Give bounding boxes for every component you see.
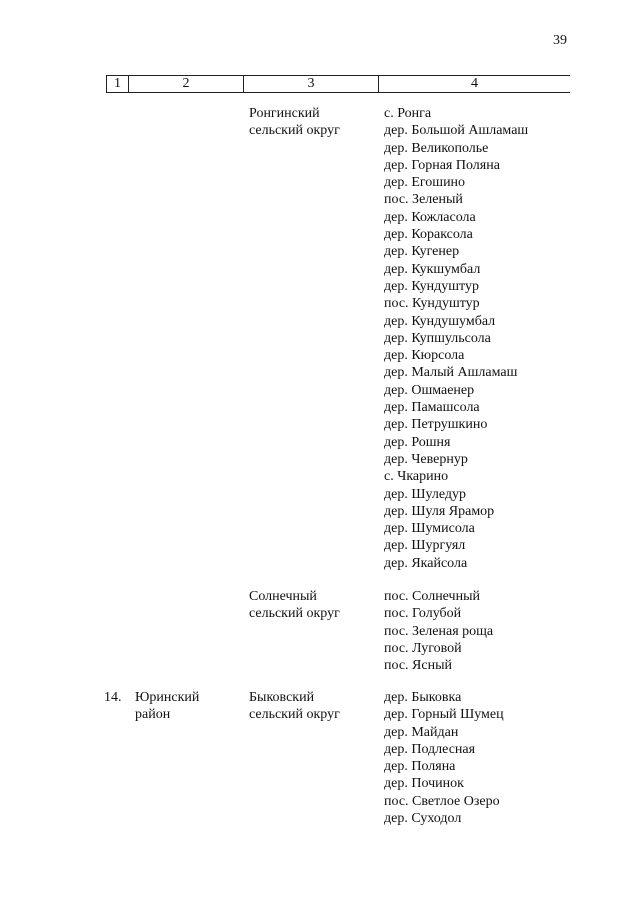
settlement-item: дер. Шуля Ярамор (384, 503, 495, 519)
okrug-line: сельский округ (249, 606, 340, 622)
settlement-item: дер. Кюрсола (384, 348, 465, 364)
settlement-item: дер. Шургуял (384, 538, 466, 554)
settlement-item: дер. Кундуштур (384, 278, 479, 294)
settlement-item: дер. Большой Ашламаш (384, 123, 529, 139)
settlement-item: дер. Поляна (384, 759, 456, 775)
district-name (135, 689, 199, 724)
header-col-1: 1 (107, 76, 129, 92)
settlement-item: дер. Кугенер (384, 244, 460, 260)
settlement-item: дер. Майдан (384, 724, 459, 740)
settlement-item: дер. Шумисола (384, 521, 475, 537)
header-col-4: 4 (471, 76, 478, 91)
settlement-item: дер. Горный Шумец (384, 707, 504, 723)
okrug-line: Солнечный (249, 589, 317, 604)
settlement-item: пос. Луговой (384, 640, 462, 656)
settlement-item: дер. Петрушкино (384, 417, 488, 433)
page-number: 39 (553, 33, 567, 48)
settlement-item: пос. Светлое Озеро (384, 793, 500, 809)
header-col-3: 3 (244, 76, 379, 92)
okrug-name (249, 689, 340, 724)
okrug-name (249, 588, 340, 623)
settlement-item: дер. Памашсола (384, 400, 480, 416)
settlement-item: дер. Горная Поляна (384, 157, 500, 173)
settlement-list (384, 689, 504, 827)
settlement-item: дер. Малый Ашламаш (384, 365, 518, 381)
okrug-line: сельский округ (249, 123, 340, 139)
settlement-item: дер. Чевернур (384, 451, 468, 467)
settlement-item: пос. Зеленая роща (384, 623, 494, 639)
okrug-line: Ронгинский (249, 106, 320, 121)
settlement-item: пос. Солнечный (384, 589, 480, 604)
settlement-item: дер. Шуледур (384, 486, 466, 502)
district-line: район (135, 707, 171, 723)
settlement-item: дер. Купшульсола (384, 330, 491, 346)
header-col-2: 2 (129, 76, 244, 92)
settlement-item: с. Ронга (384, 106, 432, 121)
okrug-line: Быковский (249, 690, 315, 705)
settlement-item: пос. Ясный (384, 658, 452, 674)
settlement-item: дер. Быковка (384, 690, 462, 705)
okrug-name (249, 105, 340, 140)
settlement-item: пос. Кундуштур (384, 296, 480, 312)
settlement-item: дер. Кукшумбал (384, 261, 481, 277)
district-line: Юринский (135, 690, 200, 705)
table-header-row (106, 75, 570, 93)
settlement-item: дер. Суходол (384, 811, 462, 827)
settlement-list (384, 588, 493, 674)
settlement-item: дер. Ошмаенер (384, 382, 475, 398)
settlement-list (384, 105, 528, 572)
settlement-item: дер. Егошино (384, 175, 466, 191)
settlement-item: дер. Кораксола (384, 227, 473, 243)
settlement-item: дер. Рошня (384, 434, 451, 450)
settlement-item: дер. Кожласола (384, 209, 476, 225)
settlement-item: дер. Великополье (384, 140, 489, 156)
settlement-item: дер. Якайсола (384, 555, 468, 571)
settlement-item: дер. Кундушумбал (384, 313, 496, 329)
settlement-item: пос. Зеленый (384, 192, 463, 208)
row-number: 14. (104, 690, 122, 705)
settlement-item: пос. Голубой (384, 606, 462, 622)
okrug-line: сельский округ (249, 707, 340, 723)
settlement-item: с. Чкарино (384, 469, 449, 485)
settlement-item: дер. Починок (384, 776, 464, 792)
settlement-item: дер. Подлесная (384, 741, 476, 757)
